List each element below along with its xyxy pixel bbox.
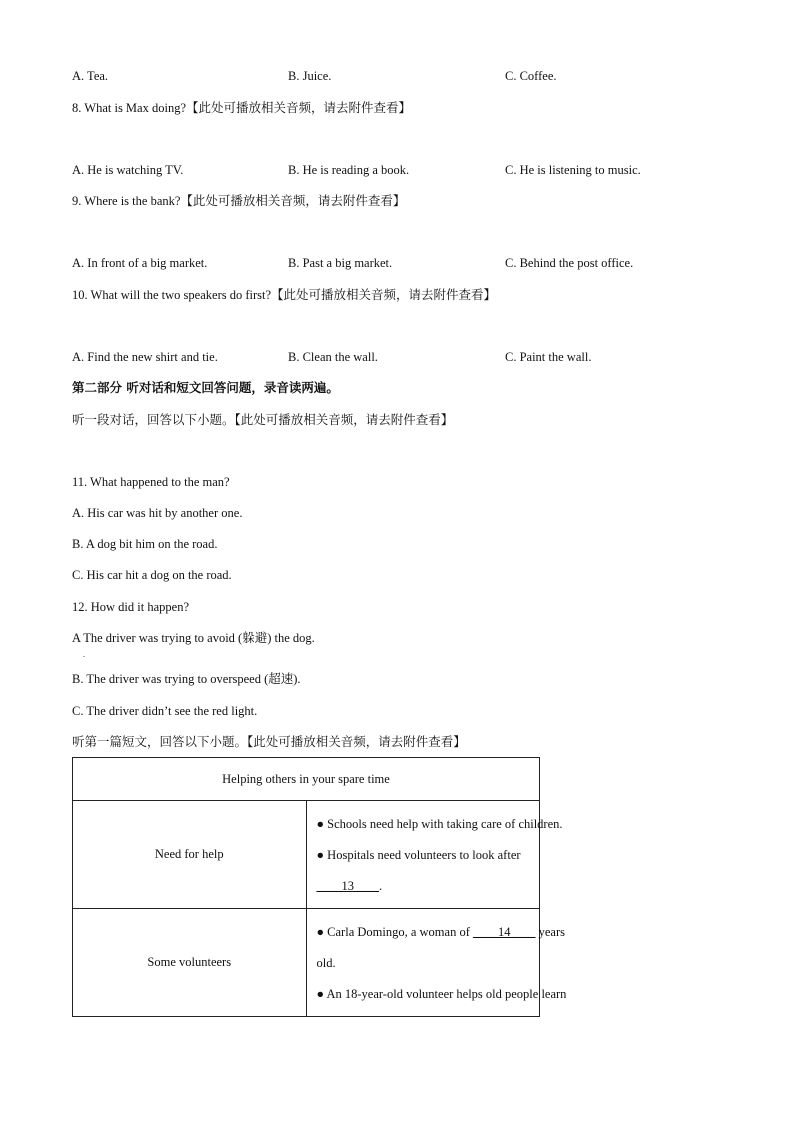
q9-audio-link[interactable]: 【此处可播放相关音频，请去附件查看】 bbox=[180, 193, 406, 208]
q10-options bbox=[72, 349, 772, 365]
dialogue-intro bbox=[72, 412, 453, 428]
content-line: ● Schools need help with taking care of children. bbox=[316, 817, 563, 831]
table-title: Helping others in your spare time bbox=[73, 758, 540, 801]
q12-question: 12. How did it happen? bbox=[72, 600, 189, 614]
content-line: ● An 18-year-old volunteer helps old people learn bbox=[316, 987, 567, 1001]
passage-intro-text: 听第一篇短文，回答以下小题。 bbox=[72, 734, 248, 749]
q9-question-text: 9. Where is the bank? bbox=[72, 194, 181, 208]
q8-question bbox=[72, 100, 411, 116]
content-line-blank-14 bbox=[316, 917, 565, 948]
info-table bbox=[72, 757, 567, 1017]
q7-option-c: C. Coffee. bbox=[505, 69, 557, 83]
blank-14-prefix: ● Carla Domingo, a woman of bbox=[316, 925, 473, 939]
q8-option-c: C. He is listening to music. bbox=[505, 163, 641, 177]
row-content-need-for-help bbox=[306, 801, 563, 909]
q12-option-b: B. The driver was trying to overspeed (超速). bbox=[72, 672, 301, 686]
q8-option-a: A. He is watching TV. bbox=[72, 163, 184, 177]
dialogue-audio-link[interactable]: 【此处可播放相关音频，请去附件查看】 bbox=[234, 412, 454, 427]
q10-audio-link[interactable]: 【此处可播放相关音频，请去附件查看】 bbox=[271, 287, 497, 302]
passage-audio-link[interactable]: 【此处可播放相关音频，请去附件查看】 bbox=[247, 734, 466, 749]
content-line-blank-13 bbox=[317, 871, 530, 902]
blank-13-suffix: . bbox=[379, 879, 383, 893]
q9-option-b: B. Past a big market. bbox=[288, 256, 393, 270]
table-row bbox=[73, 801, 540, 909]
blank-14: ____14____ bbox=[472, 925, 536, 939]
option-dot-mark: . bbox=[83, 650, 85, 659]
content-line: ● Hospitals need volunteers to look after bbox=[316, 848, 521, 862]
q10-option-c: C. Paint the wall. bbox=[505, 350, 592, 364]
q11-option-c: C. His car hit a dog on the road. bbox=[72, 568, 232, 582]
row-content-some-volunteers bbox=[306, 909, 567, 1017]
q10-option-b: B. Clean the wall. bbox=[288, 350, 378, 364]
part2-heading: 第二部分 听对话和短文回答问题，录音读两遍。 bbox=[72, 380, 339, 395]
passage-intro bbox=[72, 734, 466, 750]
q7-option-a: A. Tea. bbox=[72, 69, 109, 83]
q7-option-b: B. Juice. bbox=[288, 69, 332, 83]
q9-option-c: C. Behind the post office. bbox=[505, 256, 634, 270]
q12-option-c: C. The driver didn’t see the red light. bbox=[72, 704, 258, 718]
q7-options bbox=[72, 68, 772, 84]
blank-13: ____13____ bbox=[316, 879, 379, 893]
q9-option-a: A. In front of a big market. bbox=[72, 256, 208, 270]
content-line: old. bbox=[316, 956, 336, 970]
q8-question-text: 8. What is Max doing? bbox=[72, 101, 186, 115]
q8-options bbox=[72, 162, 772, 178]
q8-audio-link[interactable]: 【此处可播放相关音频，请去附件查看】 bbox=[186, 100, 412, 115]
q10-question-text: 10. What will the two speakers do first? bbox=[72, 288, 272, 302]
dialogue-intro-text: 听一段对话，回答以下小题。 bbox=[72, 412, 235, 427]
q10-question bbox=[72, 287, 496, 303]
row-label-some-volunteers: Some volunteers bbox=[73, 909, 307, 1017]
q11-question: 11. What happened to the man? bbox=[72, 475, 230, 489]
row-label-need-for-help: Need for help bbox=[73, 801, 307, 909]
table-header-row bbox=[73, 758, 540, 801]
q11-option-a: A. His car was hit by another one. bbox=[72, 506, 243, 520]
q10-option-a: A. Find the new shirt and tie. bbox=[72, 350, 218, 364]
q9-question bbox=[72, 193, 405, 209]
q9-options bbox=[72, 255, 772, 271]
q11-option-b: B. A dog bit him on the road. bbox=[72, 537, 218, 551]
q12-option-a: A The driver was trying to avoid (躲避) the dog. bbox=[72, 631, 315, 645]
q8-option-b: B. He is reading a book. bbox=[288, 163, 410, 177]
blank-14-suffix: years bbox=[535, 925, 565, 939]
table-row bbox=[73, 909, 540, 1017]
